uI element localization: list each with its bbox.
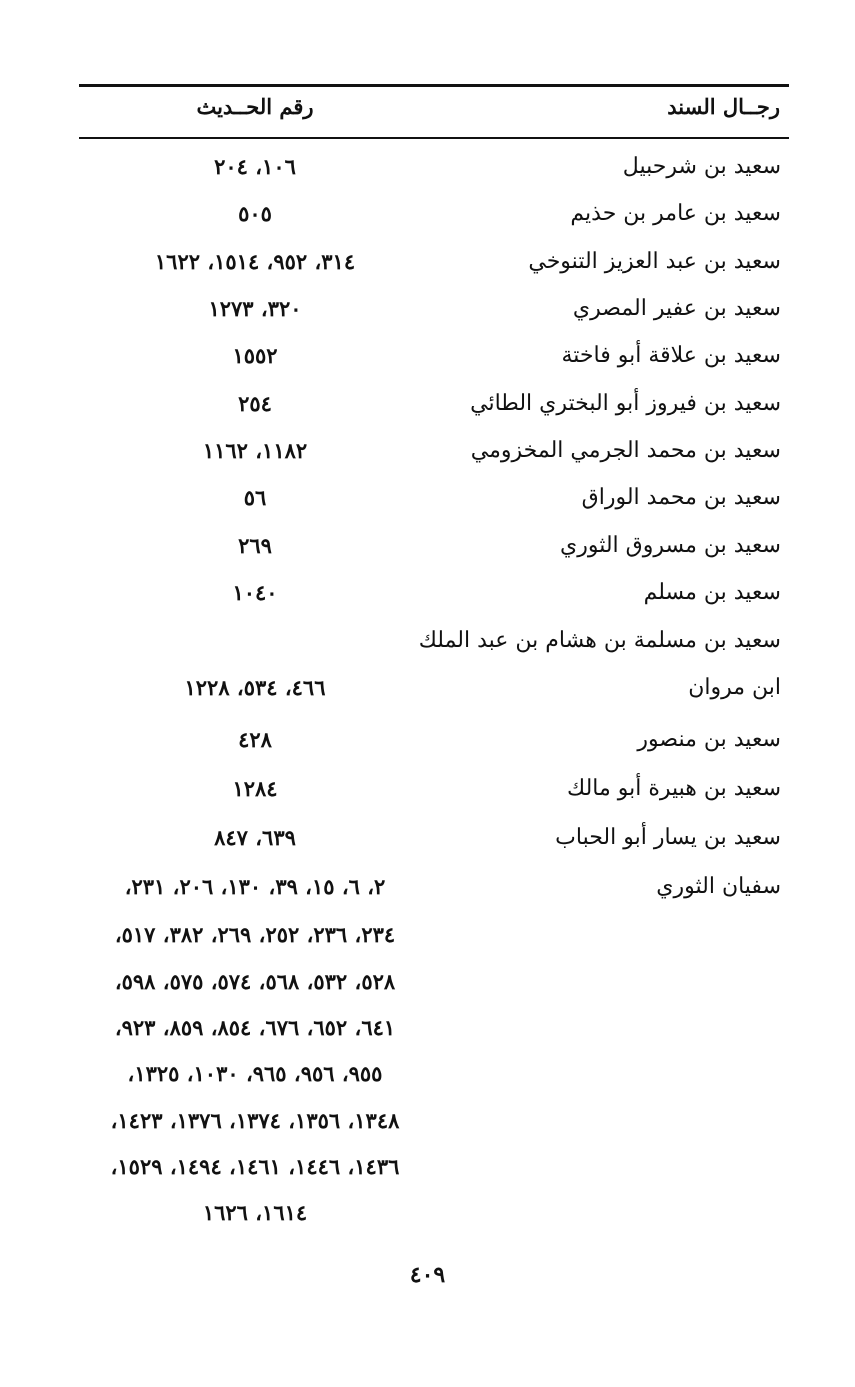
hadith-numbers: ٤٢٨	[238, 727, 272, 752]
index-row	[0, 1097, 855, 1145]
index-row	[0, 1189, 855, 1237]
index-row	[0, 863, 855, 911]
index-row	[0, 1050, 855, 1098]
narrator-name: سعيد بن عبد العزيز التنوخي	[528, 249, 781, 274]
index-row	[0, 238, 855, 286]
narrator-name: سعيد بن عفير المصري	[572, 296, 781, 321]
hadith-numbers: ٣٢٠، ١٢٧٣	[208, 296, 302, 321]
index-row	[0, 474, 855, 522]
index-row	[0, 958, 855, 1006]
narrator-name: سعيد بن عامر بن حذيم	[570, 201, 781, 226]
narrator-name: سعيد بن فيروز أبو البختري الطائي	[470, 391, 781, 416]
index-row	[0, 1004, 855, 1052]
hadith-numbers: ١٣٤٨، ١٣٥٦، ١٣٧٤، ١٣٧٦، ١٤٢٣،	[110, 1108, 400, 1133]
narrator-name: ابن مروان	[688, 675, 781, 700]
narrator-name: سعيد بن محمد الجرمي المخزومي	[470, 438, 781, 463]
hadith-numbers: ٥٢٨، ٥٣٢، ٥٦٨، ٥٧٤، ٥٧٥، ٥٩٨،	[114, 969, 396, 994]
narrator-name: سعيد بن مسروق الثوري	[560, 533, 781, 558]
index-row	[0, 190, 855, 238]
hadith-numbers: ١٦١٤، ١٦٢٦	[202, 1200, 308, 1225]
index-row	[0, 522, 855, 570]
index-row	[0, 285, 855, 333]
page-number: ٤٠٩	[409, 1262, 446, 1288]
hadith-numbers: ٣١٤، ٩٥٢، ١٥١٤، ١٦٢٢	[154, 249, 356, 274]
narrator-name: سعيد بن مسلمة بن هشام بن عبد الملك	[418, 628, 781, 653]
hadith-numbers: ٩٥٥، ٩٥٦، ٩٦٥، ١٠٣٠، ١٣٢٥،	[127, 1061, 383, 1086]
index-row	[0, 380, 855, 428]
index-row	[0, 143, 855, 191]
hadith-numbers: ١١٨٢، ١١٦٢	[202, 438, 308, 463]
index-row	[0, 716, 855, 764]
narrator-name: سعيد بن هبيرة أبو مالك	[567, 776, 781, 801]
hadith-numbers: ١٠٤٠	[232, 580, 278, 605]
narrator-name: سعيد بن منصور	[637, 727, 781, 752]
header-narrators: رجــال السند	[667, 94, 780, 119]
hadith-numbers: ٥٦	[243, 485, 267, 510]
hadith-numbers: ٢٦٩	[238, 533, 272, 558]
index-row	[0, 1143, 855, 1191]
narrator-name: سعيد بن محمد الوراق	[581, 485, 781, 510]
hadith-numbers: ١٢٨٤	[232, 776, 278, 801]
hadith-numbers: ٦٤١، ٦٥٢، ٦٧٦، ٨٥٤، ٨٥٩، ٩٢٣،	[114, 1015, 396, 1040]
hadith-numbers: ١٠٦، ٢٠٤	[214, 154, 296, 179]
hadith-numbers: ٦٣٩، ٨٤٧	[214, 825, 296, 850]
index-row	[0, 765, 855, 813]
narrator-name: سعيد بن علاقة أبو فاختة	[561, 343, 781, 368]
header-hadith-numbers: رقم الحــديث	[196, 94, 314, 119]
hadith-numbers: ٤٦٦، ٥٣٤، ١٢٢٨	[184, 675, 326, 700]
hadith-numbers: ٢٥٤	[238, 391, 272, 416]
narrator-name: سعيد بن شرحبيل	[622, 154, 781, 179]
narrator-name: سفيان الثوري	[656, 874, 781, 899]
hadith-numbers: ٥٠٥	[238, 201, 272, 226]
hadith-numbers: ٢، ٦، ١٥، ٣٩، ١٣٠، ٢٠٦، ٢٣١،	[124, 874, 386, 899]
index-row	[0, 664, 855, 712]
index-row	[0, 617, 855, 665]
hadith-numbers: ١٤٣٦، ١٤٤٦، ١٤٦١، ١٤٩٤، ١٥٢٩،	[110, 1154, 400, 1179]
index-row	[0, 911, 855, 959]
index-row	[0, 814, 855, 862]
narrator-name: سعيد بن يسار أبو الحباب	[555, 825, 781, 850]
index-row	[0, 427, 855, 475]
narrator-name: سعيد بن مسلم	[643, 580, 781, 605]
hadith-numbers: ٢٣٤، ٢٣٦، ٢٥٢، ٢٦٩، ٣٨٢، ٥١٧،	[114, 922, 396, 947]
index-row	[0, 332, 855, 380]
hadith-numbers: ١٥٥٢	[232, 343, 278, 368]
index-row	[0, 569, 855, 617]
